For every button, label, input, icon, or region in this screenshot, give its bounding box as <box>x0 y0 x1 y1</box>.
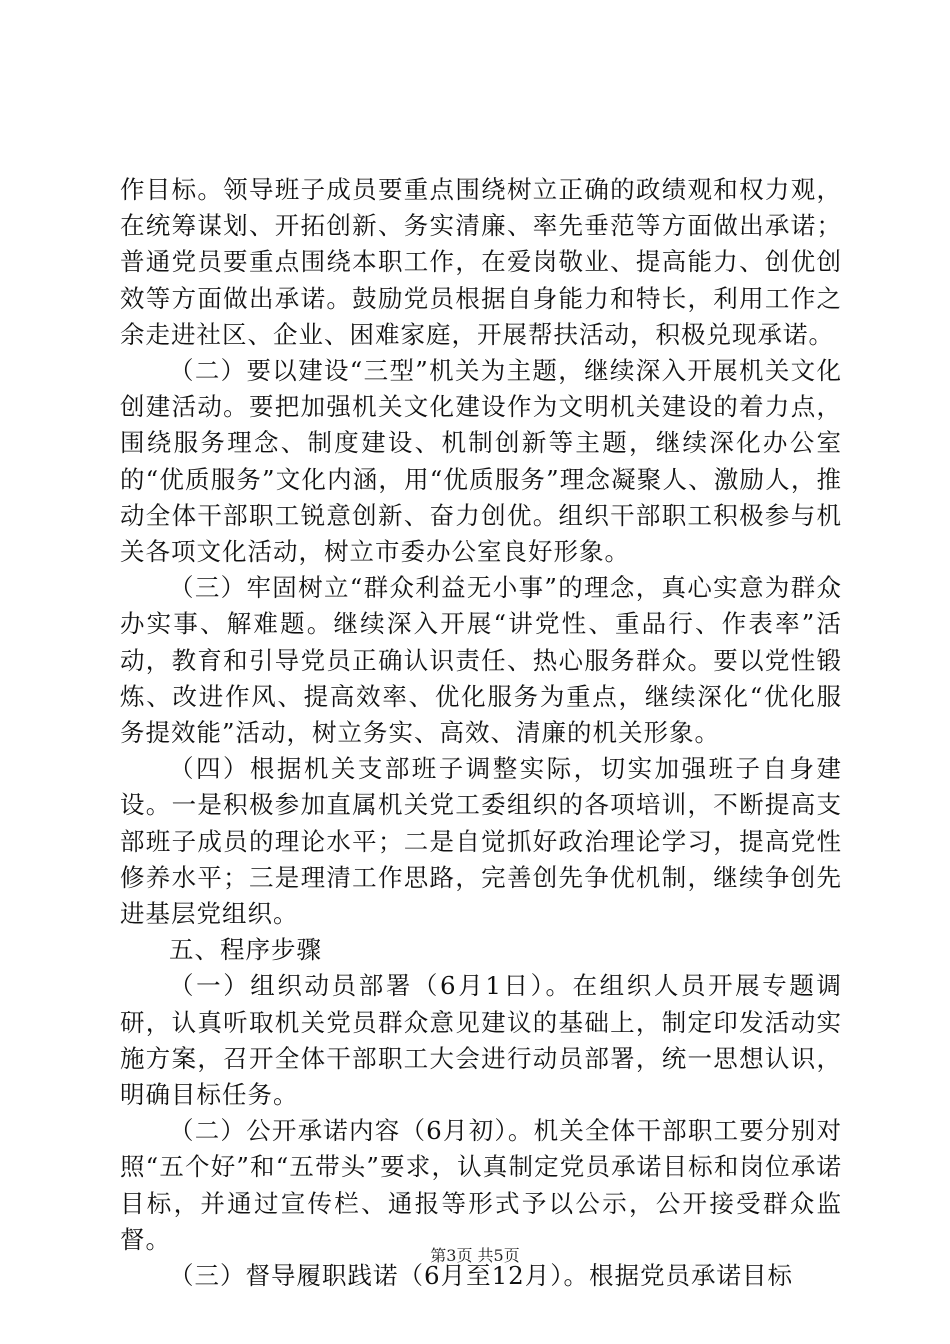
paragraph-step-public-commitment: （二）公开承诺内容（6月初）。机关全体干部职工要分别对照“五个好”和“五带头”要求，认真制定党员承诺目标和岗位承诺目标，并通过宣传栏、通报等形式予以公示，公开接受群众监督。 <box>120 1116 842 1254</box>
paragraph-step-supervision: （三）督导履职践诺（6月至12月）。根据党员承诺目标 <box>169 1261 794 1291</box>
section-heading-procedure: 五、程序步骤 <box>169 935 322 965</box>
document-body <box>120 172 842 1294</box>
paragraph-team-building: （四）根据机关支部班子调整实际，切实加强班子自身建设。一是积极参加直属机关党工委组织的各项培训，不断提高支部班子成员的理论水平；二是自觉抓好政治理论学习，提高党性修养水平；三是理清工作思路，完善创先争优机制，继续争创先进基层党组织。 <box>120 754 842 929</box>
paragraph-culture-building: （二）要以建设“三型”机关为主题，继续深入开展机关文化创建活动。要把加强机关文化建设作为文明机关建设的着力点，围绕服务理念、制度建设、机制创新等主题，继续深化办公室的“优质服务”文化内涵，用“优质服务”理念凝聚人、激励人，推动全体干部职工锐意创新、奋力创优。组织干部职工积极参与机关各项文化活动，树立市委办公室良好形象。 <box>120 356 842 567</box>
paragraph-continuation: 作目标。领导班子成员要重点围绕树立正确的政绩观和权力观，在统筹谋划、开拓创新、务实清廉、率先垂范等方面做出承诺；普通党员要重点围绕本职工作，在爱岗敬业、提高能力、创优创效等方面做出承诺。鼓励党员根据自身能力和特长，利用工作之余走进社区、企业、困难家庭，开展帮扶活动，积极兑现承诺。 <box>120 175 842 349</box>
paragraph-mass-interest: （三）牢固树立“群众利益无小事”的理念，真心实意为群众办实事、解难题。继续深入开展“讲党性、重品行、作表率”活动，教育和引导党员正确认识责任、热心服务群众。要以党性锻炼、改进作风、提高效率、优化服务为重点，继续深化“优化服务提效能”活动，树立务实、高效、清廉的机关形象。 <box>120 573 842 748</box>
paragraph-step-mobilization: （一）组织动员部署（6月1日）。在组织人员开展专题调研，认真听取机关党员群众意见建议的基础上，制定印发活动实施方案，召开全体干部职工大会进行动员部署，统一思想认识，明确目标任务。 <box>120 971 842 1110</box>
page-number-footer: 第3页 共5页 <box>430 1246 520 1265</box>
